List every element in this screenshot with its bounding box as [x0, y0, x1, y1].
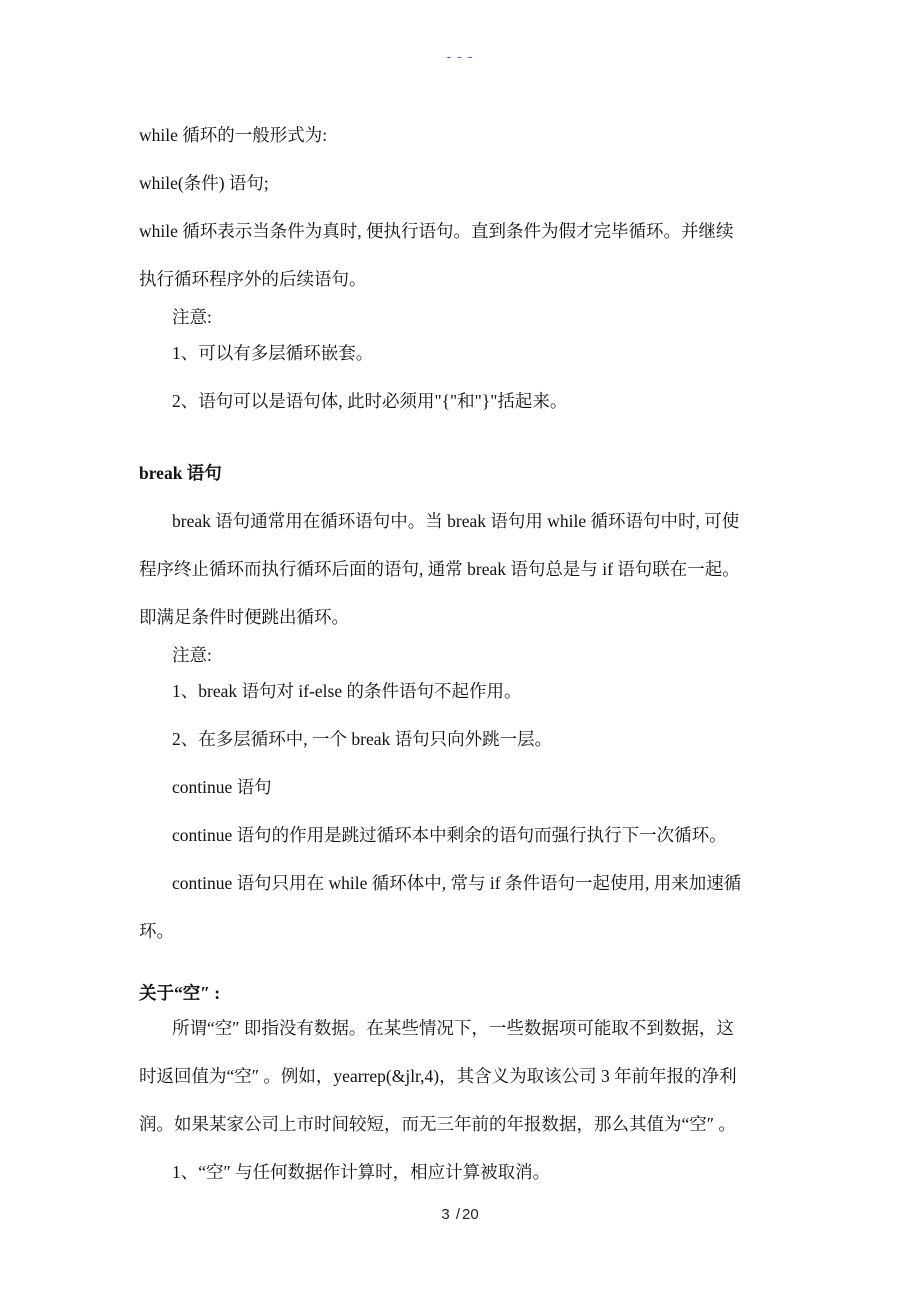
- text-line: 注意:: [172, 307, 212, 327]
- text-line: continue 语句的作用是跳过循环本中剩余的语句而强行执行下一次循环。: [172, 825, 727, 845]
- current-page: 3: [441, 1206, 450, 1223]
- text-line: 所谓“空″ 即指没有数据。在某些情况下，一些数据项可能取不到数据，这: [172, 1018, 734, 1038]
- section-heading-null: 关于“空″ :: [139, 983, 221, 1003]
- list-item: 1、“空″ 与任何数据作计算时，相应计算被取消。: [172, 1162, 551, 1182]
- list-item: 1、可以有多层循环嵌套。: [172, 343, 374, 363]
- list-item: 2、语句可以是语句体, 此时必须用"{"和"}"括起来。: [172, 391, 568, 411]
- page-number: [0, 1206, 920, 1223]
- section-heading-continue: continue 语句: [172, 777, 272, 797]
- text-line: 时返回值为“空″ 。例如，yearrep(&jlr,4)，其含义为取该公司 3 年前年报的净利: [139, 1066, 737, 1086]
- text-line: while(条件) 语句;: [139, 173, 269, 193]
- text-line: 执行循环程序外的后续语句。: [139, 269, 367, 289]
- text-line: while 循环表示当条件为真时, 便执行语句。直到条件为假才完毕循环。并继续: [139, 221, 734, 241]
- header-mark: - - -: [446, 48, 474, 64]
- text-line: 注意:: [172, 645, 212, 665]
- total-pages: 20: [462, 1206, 479, 1223]
- text-line: 润。如果某家公司上市时间较短，而无三年前的年报数据，那么其值为“空″ 。: [139, 1114, 736, 1134]
- text-line: while 循环的一般形式为:: [139, 125, 328, 145]
- text-line: 环。: [139, 921, 174, 941]
- text-line: 即满足条件时便跳出循环。: [139, 607, 349, 627]
- list-item: 2、在多层循环中, 一个 break 语句只向外跳一层。: [172, 729, 553, 749]
- section-heading-break: break 语句: [139, 463, 222, 483]
- text-line: break 语句通常用在循环语句中。当 break 语句用 while 循环语句中时, 可使: [172, 511, 740, 531]
- text-line: 程序终止循环而执行循环后面的语句, 通常 break 语句总是与 if 语句联在一起。: [139, 559, 740, 579]
- text-line: continue 语句只用在 while 循环体中, 常与 if 条件语句一起使用, 用来加速循: [172, 873, 742, 893]
- page-separator: /: [455, 1206, 460, 1223]
- list-item: 1、break 语句对 if-else 的条件语句不起作用。: [172, 681, 522, 701]
